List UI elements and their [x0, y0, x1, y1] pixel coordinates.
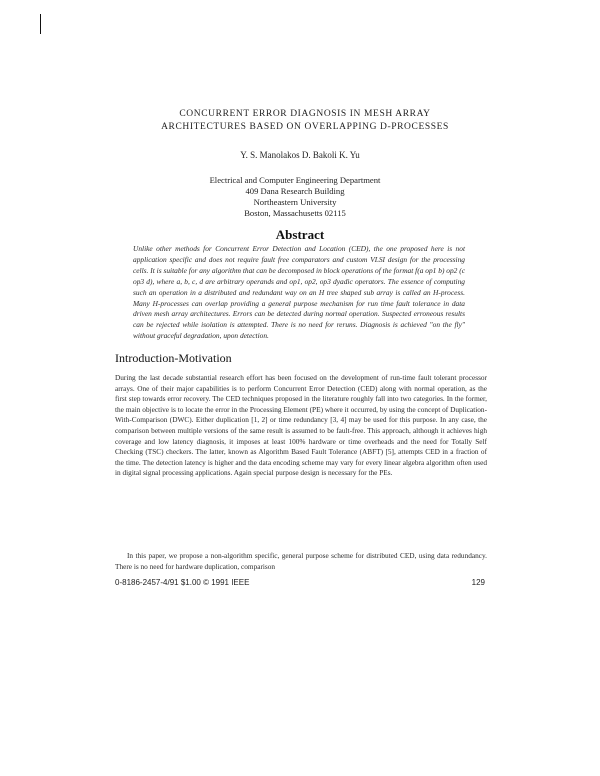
- paper-title: [110, 108, 500, 134]
- affiliation-line: Northeastern University: [253, 197, 337, 207]
- intro-paragraph-1: During the last decade substantial research effort has been focused on the development of run-time fault tolerant processor arrays. One of their major capabilities is to perform Concurrent Error Detection (CED) along with normal operation, as the first step towards error recovery. The CED techniques proposed in the literature roughly fall into two categories. In the former, the main objective is to locate the error in the Processing Element (PE) where it occurred, by using the concept of Duplication-With-Comparison (DWC). Either duplication [1, 2] or time redundancy [3, 4] may be used for this purpose. In any case, the comparison between multiple versions of the same result is assumed to be fault-free. This approach, although it achieves high coverage and low latency diagnosis, it imposes at least 100% hardware or time overheads and the need for Totally Self Checking (TSC) checkers. The latter, known as Algorithm Based Fault Tolerance (ABFT) [5], attempts CED in a fraction of the time. The detection latency is higher and the data encoding scheme may vary for every linear algebra algorithm often used in digital signal processing applications. Again special purpose design is necessary for the PEs.: [115, 373, 487, 478]
- section-heading: Introduction-Motivation: [115, 351, 232, 365]
- abstract-heading: Abstract: [275, 227, 325, 242]
- copyright-footer: 0-8186-2457-4/91 $1.00 © 1991 IEEE: [115, 578, 250, 587]
- paper-authors: Y. S. Manolakos D. Bakoli K. Yu: [240, 150, 360, 160]
- page-number: 129: [471, 578, 485, 587]
- title-line-1: CONCURRENT ERROR DIAGNOSIS IN MESH ARRAY: [179, 109, 431, 119]
- abstract-text: Unlike other methods for Concurrent Error Detection and Location (CED), the one proposed here is not application specific and does not require fault free comparators and custom VLSI design for the processing cells. It is suitable for any algorithm that can be decomposed in block operations of the format f(a op1 b) op2 (c op3 d), where a, b, c, d are arbitrary operands and op1, op2, op3 dyadic operators. The essence of computing such an operation in a distributed and redundant way on an H tree shaped sub array is called an H-process. Many H-processes can overlap providing a general purpose mechanism for run time fault tolerance in data driven mesh array architectures. Errors can be detected during normal operation. Suspected erroneous results can be rejected while isolation is attempted. There is no need for reruns. Diagnosis is achieved "on the fly" without graceful degradation, upon detection.: [133, 244, 465, 341]
- affiliation-line: Boston, Massachusetts 02115: [244, 208, 346, 218]
- scan-edge-mark: [40, 14, 41, 34]
- affiliation-line: 409 Dana Research Building: [245, 186, 345, 196]
- title-line-2: ARCHITECTURES BASED ON OVERLAPPING D-PROCESSES: [161, 122, 449, 132]
- affiliation-line: Electrical and Computer Engineering Department: [209, 175, 381, 185]
- intro-paragraph-2: In this paper, we propose a non-algorithm specific, general purpose scheme for distributed CED, using data redundancy. There is no need for hardware duplication, comparison: [115, 551, 487, 571]
- author-affiliation: [160, 175, 430, 219]
